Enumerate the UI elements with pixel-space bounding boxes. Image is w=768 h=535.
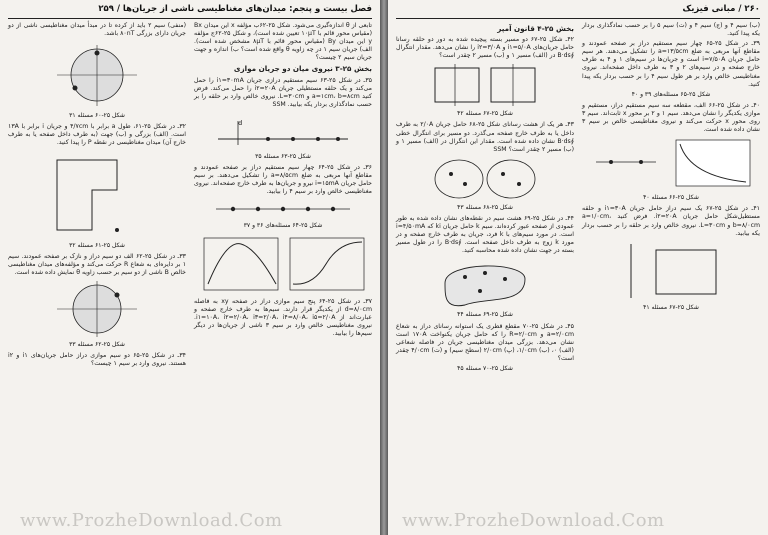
text-column-left <box>396 22 574 376</box>
text-column-left <box>8 22 186 370</box>
figure-caption: شکل ۲۵-۶۲ مسئله ۳۳ <box>69 340 125 348</box>
page-header: ۲۶۰ / مبانی فیزیک <box>396 4 760 19</box>
problem-text: ۴۴ـ در شکل ۲۵-۶۹ هشت سیم در نقطه‌های نشان داده شده به طور عمودی از صفحه عبور کرده‌اند. سیم k حامل جریان ki که i=۴/۵۰mA است. در مورد سیم‌های با k فرد، جریان به طرف خارج صفحه و در مورد k زوج به طرف داخل صفحه است. ∮B·ds را در طول مسیر بسته در جهت نشان داده شده محاسبه کنید. <box>396 214 575 255</box>
watermark: www.ProzheDownload.Com <box>402 510 665 531</box>
problem-text: ۴۲ـ شکل ۲۵-۶۷ دو مسیر بسته پیچیده شده به دور دو حلقه رسانا حامل جریان‌های i۱=۵/۰A و i۲=۳/۰A را نشان می‌دهد. مقدار انتگرال ∮B·ds در (الف) مسیر ۱ و (ب) مسیر ۲ چقدر است؟ <box>396 36 575 60</box>
figure-caption: شکل ۲۵-۶۳ مسئله ۳۵ <box>255 152 311 160</box>
section-title: بخش ۲۵-۳ نیروی میان دو جریان موازی <box>233 64 372 74</box>
problem-text: ۳۴ـ در شکل ۲۵-۶۵ دو سیم موازی دراز حامل جریان‌های i۱ و i۲ هستند. نیروی وارد بر سیم ۱ چیست؟ <box>8 352 186 368</box>
problem-text: ۳۳ـ در شکل ۲۵-۶۲ الف دو سیم دراز و نازک بر صفحه عمودند. سیم ۱ بر دایره‌ای به شعاع R حرکت می‌کند و مؤلفه‌های میدان مغناطیسی خالص B ناشی از دو سیم بر حسب زاویه θ نمایش داده شده است. <box>8 252 187 276</box>
problem-text: (ب) سیم ۴ و (ج) سیم ۴ و (ت) سیم ۵ را بر حسب نمادگذاری بردار یکه پیدا کنید. <box>582 22 760 38</box>
problem-text: ۳۶ـ در شکل ۲۵-۶۴ چهار سیم مستقیم دراز بر صفحه عمودند و مقاطع آنها مربعی به ضلع a=۸/۵cm را تشکیل می‌دهند. بر سیم حامل جریان i=۱۵mA نیرو و جریان‌ها به طرف خارج صفحه‌اند. نیروی مغناطیسی خالص وارد بر سیم ۴ را بیابید. <box>194 164 373 196</box>
problem-text: تابعی از θ اندازه‌گیری می‌شود. شکل ۲۵-۶۲ب مؤلفه x این میدان Bx (مقیاس محور قائم با ۱۰μT تعیین شده است)، و شکل ۲۵-۶۲ج مؤلفه y این میدان By (مقیاس محور قائم با ۸μT مشخص شده است). الف) جریان سیم ۱ در چه زاویه θ واقع شده است؟ ب) اندازه و جهت جریان سیم ۲ چیست؟ <box>194 22 373 62</box>
page-260 <box>388 0 768 535</box>
problem-text: ۴۳ـ هر یک از هشت رسانای شکل ۲۵-۶۸ حامل جریان ۲/۰A به طرف داخل یا به طرف خارج صفحه می‌گذرد. دو مسیر برای انتگرال خطی ∮B·ds نشان داده شده است. مقدار این انتگرال در (الف) مسیر ۱ و (ب) مسیر ۲ چقدر است؟ SSM <box>396 121 574 153</box>
problem-text: ۳۹ـ در شکل ۲۵-۶۵ چهار سیم مستقیم دراز بر صفحه عمودند و مقاطع آنها مربعی به ضلع a=۱۳/۵cm را تشکیل می‌دهند. هر سیم حامل جریان i=۷/۵۰A است و جریان‌ها در سیم‌های ۱ و ۴ به طرف خارج صفحه و در سیم‌های ۲ و ۳ به طرف داخل صفحه‌اند. نیروی مغناطیسی خالص وارد بر هر طول سیم ۴ را بر حسب بردار یکه پیدا کنید. <box>582 40 761 88</box>
problem-text: ۴۱ـ در شکل ۲۵-۶۷ یک سیم دراز حامل جریان i۱=۳۰A و حلقه مستطیل‌شکل حامل جریان i۲=۲۰A. فرض کنید a=۱/۰cm، b=۸/۰cm و L=۳۰cm. نیروی خالص وارد بر حلقه را بر حسب بردار یکه بیابید. <box>582 205 761 237</box>
figure-caption: شکل ۲۵-۶۸ مسئله ۴۳ <box>457 203 513 211</box>
book-gutter <box>380 0 388 535</box>
figure-closed-path <box>425 257 545 309</box>
figure-two-graphs <box>198 234 368 296</box>
figure-two-loops <box>425 62 545 108</box>
figure-circle-wires <box>37 40 157 110</box>
figure-caption: شکل ۲۵-۶۵ مسئله‌های ۳۹ و ۴۰ <box>631 90 711 98</box>
problem-text: ۴۰ـ در شکل ۲۵-۶۶ الف، مقطعه سه سیم مستقیم دراز، مستقیم و موازی یکدیگر را نشان می‌دهد. سیم ۱ و ۲ بر محور x ثابت‌اند. سیم ۳ روی محور x حرکت می‌کند و نیروی مغناطیسی خالص بر سیم ۳ نشان داده شده است. <box>582 101 761 134</box>
text-column-right <box>194 22 372 340</box>
figure-wire-loop <box>208 111 358 151</box>
text-column-right <box>582 22 760 315</box>
section-title: بخش ۲۵-۴ قانون آمپر <box>497 24 574 33</box>
figure-caption: شکل ۲۵-۶۷ مسئله ۴۱ <box>643 303 699 311</box>
figure-conductors <box>425 156 545 202</box>
problem-text: ۳۲ـ در شکل ۲۵-۶۱، طول a برابر با ۴/۷cm و جریان i برابر با ۱۳A است. (الف) بزرگی و (ب) جهت (به طرف داخل صفحه یا به طرف خارج آن) میدان مغناطیسی در نقطه P را پیدا کنید. <box>8 123 187 147</box>
figure-caption: شکل ۲۵-۶۶ مسئله ۴۰ <box>643 194 699 202</box>
watermark: www.ProzheDownload.Com <box>20 510 283 531</box>
problem-text: ۴۵ـ در شکل ۲۵-۷۰ مقطع قطری یک استوانه رسانای دراز به شعاع a=۲/۰cm و R=۲/۰cm را که حامل جریان یکنواخت ۱۷۰A است نشان می‌دهد. بزرگی میدان مغناطیسی جریان در فاصله شعاعی (الف) ۰، (ب) ۱/۰cm، (پ) ۲/۰cm (سطح سیم) و (ت) ۴/۰cm چقدر است؟ <box>396 322 574 362</box>
figure-step-wire <box>37 150 157 240</box>
figure-caption: شکل ۲۵-۶۴ مسئله‌های ۳۶ و ۳۷ <box>243 222 323 230</box>
figure-loop-and-wire <box>611 240 731 302</box>
figure-caption: شکل ۲۵-۶۷ مسئله ۴۲ <box>457 110 513 118</box>
figure-caption: شکل ۲۵-۷۰ مسئله ۴۵ <box>457 364 513 372</box>
page-header: فصل بیست و پنجم: میدان‌های مغناطیسی ناشی از جریان‌ها / ۲۵۹ <box>8 4 372 19</box>
problem-text: ۳۷ـ در شکل ۲۵-۶۴ پنج سیم موازی دراز در صفحه xy به فاصله d=۸/۰cm از یکدیگر قرار دارند. سیم‌ها به طرف خارج صفحه و عبارت‌اند از i۱=۱۰A، i۲=۲/۰A، i۳=۲/۰A، i۴=۸/۰A، i۵=۲/۰A. نیروی مغناطیسی خالص وارد بر سیم ۳ ناشی از جریان‌ها در دیگر سیم‌ها را بیابید. <box>194 297 373 337</box>
fig-label-d: d <box>238 119 242 127</box>
figure-caption: شکل ۲۵-۶۰ مسئله ۳۱ <box>69 112 125 120</box>
problem-text: ۳۵ـ در شکل ۲۵-۶۳ سیم مستقیم درازی جریان i۱=۳۰mA را حمل می‌کند و یک حلقه مستطیلی جریان i۲=۲۰A را حمل می‌کند. فرض کنید a=۱cm، b=۸cm و L=۳۰cm. نیروی خالص وارد بر حلقه را بر حسب نمادگذاری بردار یکه بیابید. SSM <box>194 76 373 108</box>
page-259 <box>0 0 380 535</box>
figure-caption: شکل ۲۵-۶۱ مسئله ۳۲ <box>69 241 125 249</box>
problem-text: (منفی) سیم ۲ باید از کرده تا در مبدأ میدان مغناطیسی ناشی از دو جریان دارای بزرگی ۸۰nT باشد. <box>8 22 187 38</box>
figure-circle-wire-2 <box>37 279 157 339</box>
figure-five-wires <box>208 198 358 220</box>
figure-force-graph <box>586 136 756 192</box>
figure-caption: شکل ۲۵-۶۹ مسئله ۴۴ <box>457 311 513 319</box>
